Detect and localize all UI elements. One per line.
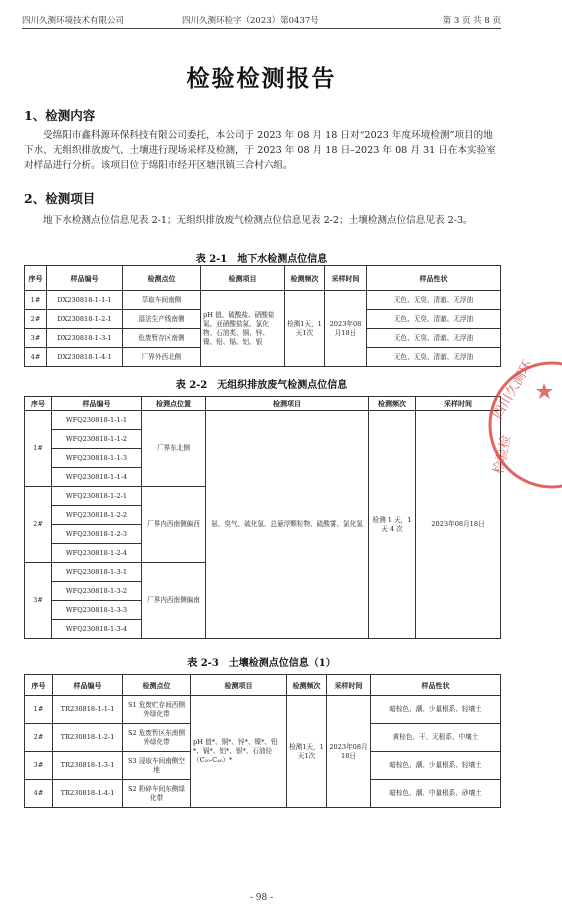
- page-number: - 98 -: [249, 893, 274, 903]
- t1-cell-prop: 无色、无臭、清澈、无浮油: [367, 310, 501, 329]
- report-title: 检验检测报告: [186, 65, 337, 92]
- table-row: [25, 696, 501, 724]
- t2-cell-no: 1#: [25, 411, 52, 487]
- t2-cell-id: WFQ230818-1-3-3: [52, 601, 142, 620]
- t2-header-no: 序号: [25, 397, 52, 411]
- t3-cell-no: 4#: [25, 780, 53, 808]
- t2-cell-id: WFQ230818-1-1-1: [52, 411, 142, 430]
- t1-cell-no: 2#: [25, 310, 47, 329]
- t1-cell-prop: 无色、无臭、清澈、无浮油: [367, 348, 501, 367]
- t1-cell-loc: 湿法生产线南侧: [123, 310, 201, 329]
- t3-cell-freq: 检测1天，1天1次: [287, 696, 327, 808]
- t2-cell-id: WFQ230818-1-3-4: [52, 620, 142, 639]
- t1-header-time: 采样时间: [325, 266, 367, 291]
- t3-cell-prop: 黄棕色、干、无根系、中壤土: [371, 724, 501, 752]
- t3-cell-id: TR230818-1-3-1: [53, 752, 123, 780]
- table2-caption: 表 2-2 无组织排放废气检测点位信息: [175, 380, 348, 391]
- t2-cell-id: WFQ230818-1-1-2: [52, 430, 142, 449]
- t3-header-items: 检测项目: [191, 675, 287, 696]
- t3-cell-loc: S1 危废贮存间西侧外绿化带: [123, 696, 191, 724]
- t3-cell-loc: S2 粉碎车间东侧绿化带: [123, 780, 191, 808]
- t3-cell-id: TR230818-1-2-1: [53, 724, 123, 752]
- table1-caption: 表 2-1 地下水检测点位信息: [195, 254, 328, 265]
- t3-cell-loc: S2 危废暂区东南侧外绿化带: [123, 724, 191, 752]
- t3-cell-items: pH 值*、铜*、锌*、镍*、铅*、镉*、铝*、银*、石油烃（C₁₀-C₄₀）*: [191, 696, 287, 808]
- t3-header-freq: 检测频次: [287, 675, 327, 696]
- t1-header-items: 检测项目: [201, 266, 285, 291]
- t1-cell-time: 2023年08月18日: [325, 291, 367, 367]
- t2-header-id: 样品编号: [52, 397, 142, 411]
- t1-cell-freq: 检测1天，1天1次: [285, 291, 325, 367]
- header-company: 四川久测环境技术有限公司: [22, 16, 125, 26]
- t1-cell-no: 1#: [25, 291, 47, 310]
- seal-stamp-graphic: [482, 355, 562, 495]
- t1-cell-loc: 危废暂存区南侧: [123, 329, 201, 348]
- t2-cell-id: WFQ230818-1-2-2: [52, 506, 142, 525]
- t3-cell-prop: 暗棕色、潮、中量根系、砂壤土: [371, 780, 501, 808]
- section2-heading: 2、检测项目: [24, 191, 96, 206]
- t1-cell-loc: 萃取车间南侧: [123, 291, 201, 310]
- header-report-no: 四川久测环检字（2023）第0437号: [182, 16, 319, 26]
- t1-cell-prop: 无色、无臭、清澈、无浮油: [367, 291, 501, 310]
- section1-heading: 1、检测内容: [24, 108, 96, 123]
- seal-stamp: [482, 355, 562, 495]
- t2-cell-id: WFQ230818-1-1-3: [52, 449, 142, 468]
- t3-header-time: 采样时间: [327, 675, 371, 696]
- section1-body: 受绵阳市鑫科源环保科技有限公司委托，本公司于 2023 年 08 月 18 日对“2023 年度环境检测”项目的地下水、无组织排放废气、土壤进行现场采样及检测，于 2023 年 08 月 18 日–2023 年 08 月 31 日在本实验室对样品进行分析。该项目位于绵阳市经开区塘汛镇三合村六组。: [24, 130, 496, 171]
- section2-body: 地下水检测点位信息见表 2-1；无组织排放废气检测点位信息见表 2-2；土壤检测点位信息见表 2-3。: [43, 215, 473, 226]
- t1-cell-items: pH 值、硫酸盐、硝酸盐氮、亚硝酸盐氮、氯化物、石油类、铜、锌、镍、铅、镉、铝、银: [201, 291, 285, 367]
- t1-header-freq: 检测频次: [285, 266, 325, 291]
- groundwater-table: [24, 265, 501, 367]
- t2-cell-id: WFQ230818-1-2-4: [52, 544, 142, 563]
- t2-header-loc: 检测点位置: [142, 397, 206, 411]
- t1-cell-id: DX230818-1-3-1: [47, 329, 123, 348]
- t3-cell-id: TR230818-1-4-1: [53, 780, 123, 808]
- table-row: [25, 411, 501, 430]
- t2-header-time: 采样时间: [416, 397, 501, 411]
- t1-header-prop: 样品性状: [367, 266, 501, 291]
- t3-cell-id: TR230818-1-1-1: [53, 696, 123, 724]
- soil-table: [24, 674, 501, 808]
- t1-header-no: 序号: [25, 266, 47, 291]
- t2-header-freq: 检测频次: [369, 397, 416, 411]
- table3-caption: 表 2-3 土壤检测点位信息（1）: [187, 658, 336, 669]
- t3-cell-prop: 暗棕色、潮、少量根系、轻壤土: [371, 696, 501, 724]
- t2-cell-id: WFQ230818-1-1-4: [52, 468, 142, 487]
- t3-cell-loc: S3 浸取车间南侧空地: [123, 752, 191, 780]
- t2-cell-id: WFQ230818-1-3-2: [52, 582, 142, 601]
- t2-cell-freq: 检测 1 天，1 天 4 次: [369, 411, 416, 639]
- t1-cell-prop: 无色、无臭、清澈、无浮油: [367, 329, 501, 348]
- t3-cell-no: 2#: [25, 724, 53, 752]
- t2-cell-time: 2023年08月18日: [416, 411, 501, 639]
- t2-cell-no: 2#: [25, 487, 52, 563]
- t1-cell-id: DX230818-1-2-1: [47, 310, 123, 329]
- t3-cell-prop: 暗棕色、潮、少量根系、轻壤土: [371, 752, 501, 780]
- t3-cell-no: 1#: [25, 696, 53, 724]
- t2-cell-id: WFQ230818-1-2-1: [52, 487, 142, 506]
- header-divider: [22, 28, 501, 29]
- t1-cell-loc: 厂界外西北侧: [123, 348, 201, 367]
- t1-cell-no: 4#: [25, 348, 47, 367]
- svg-text:检验检: 检验检: [491, 434, 515, 476]
- t2-cell-loc: 厂界内西南侧偏西: [142, 487, 206, 563]
- t3-header-id: 样品编号: [53, 675, 123, 696]
- t1-cell-id: DX230818-1-1-1: [47, 291, 123, 310]
- table-row: [25, 291, 501, 310]
- t2-cell-id: WFQ230818-1-3-1: [52, 563, 142, 582]
- t1-cell-no: 3#: [25, 329, 47, 348]
- air-emission-table: [24, 396, 501, 639]
- t2-cell-no: 3#: [25, 563, 52, 639]
- t3-header-no: 序号: [25, 675, 53, 696]
- t3-cell-time: 2023年08月18日: [327, 696, 371, 808]
- t1-header-id: 样品编号: [47, 266, 123, 291]
- t2-cell-loc: 厂界东北侧: [142, 411, 206, 487]
- t3-header-loc: 检测点位: [123, 675, 191, 696]
- t2-cell-loc: 厂界内西南侧偏南: [142, 563, 206, 639]
- t2-cell-id: WFQ230818-1-2-3: [52, 525, 142, 544]
- t2-cell-items: 氨、臭气、硫化氢、总悬浮颗粒物、硫酸雾、氯化氢: [206, 411, 369, 639]
- t3-cell-no: 3#: [25, 752, 53, 780]
- t3-header-prop: 样品性状: [371, 675, 501, 696]
- svg-text:四川久测环: 四川久测环: [490, 358, 536, 422]
- t1-header-loc: 检测点位: [123, 266, 201, 291]
- t1-cell-id: DX230818-1-4-1: [47, 348, 123, 367]
- header-page-info: 第 3 页 共 8 页: [442, 16, 501, 26]
- t2-header-items: 检测项目: [206, 397, 369, 411]
